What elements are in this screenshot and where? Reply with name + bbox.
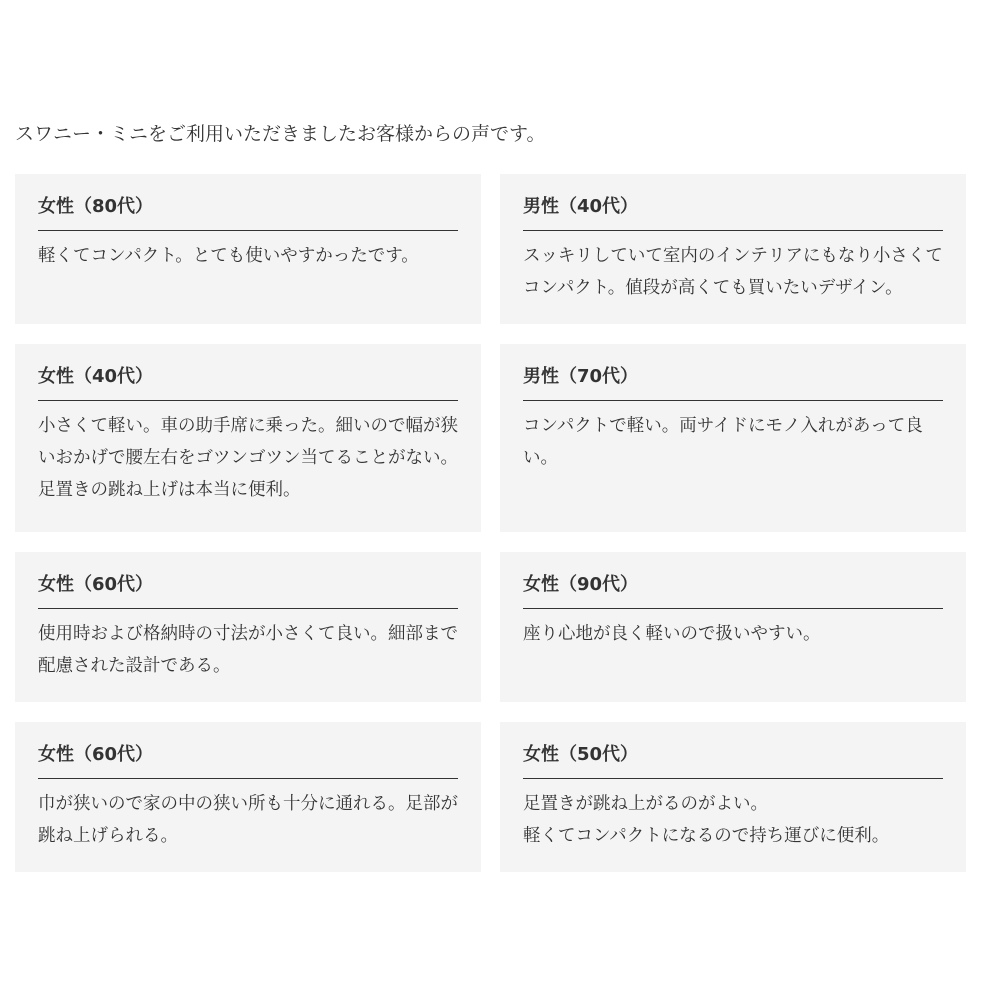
review-card (15, 174, 481, 324)
review-card (15, 552, 481, 702)
review-body: 軽くてコンパクト。とても使いやすかったです。 (38, 246, 419, 266)
review-card (500, 722, 966, 872)
review-card (15, 344, 481, 532)
review-title: 女性（60代） (38, 742, 458, 779)
review-title: 女性（40代） (38, 364, 458, 401)
review-title: 女性（50代） (523, 742, 943, 779)
review-card (500, 552, 966, 702)
review-body: 座り心地が良く軽いので扱いやすい。 (523, 624, 821, 644)
review-body: 小さくて軽い。車の助手席に乗った。細いので幅が狭いおかげで腰左右をゴツンゴツン当てることがない。足置きの跳ね上げは本当に便利。 (38, 416, 458, 500)
review-body: 足置きが跳ね上がるのがよい。 軽くてコンパクトになるので持ち運びに便利。 (523, 794, 890, 846)
review-title: 男性（40代） (523, 194, 943, 231)
review-title: 女性（60代） (38, 572, 458, 609)
review-body: 使用時および格納時の寸法が小さくて良い。細部まで配慮された設計である。 (38, 624, 458, 676)
review-grid (15, 174, 966, 872)
intro-text: スワニー・ミニをご利用いただきましたお客様からの声です。 (15, 123, 546, 145)
review-card (500, 174, 966, 324)
review-body: コンパクトで軽い。両サイドにモノ入れがあって良い。 (523, 416, 923, 468)
review-title: 男性（70代） (523, 364, 943, 401)
review-body: 巾が狭いので家の中の狭い所も十分に通れる。足部が跳ね上げられる。 (38, 794, 458, 846)
review-body: スッキリしていて室内のインテリアにもなり小さくてコンパクト。値段が高くても買いたいデザイン。 (523, 246, 943, 298)
review-card (15, 722, 481, 872)
review-title: 女性（80代） (38, 194, 458, 231)
review-title: 女性（90代） (523, 572, 943, 609)
review-card (500, 344, 966, 532)
